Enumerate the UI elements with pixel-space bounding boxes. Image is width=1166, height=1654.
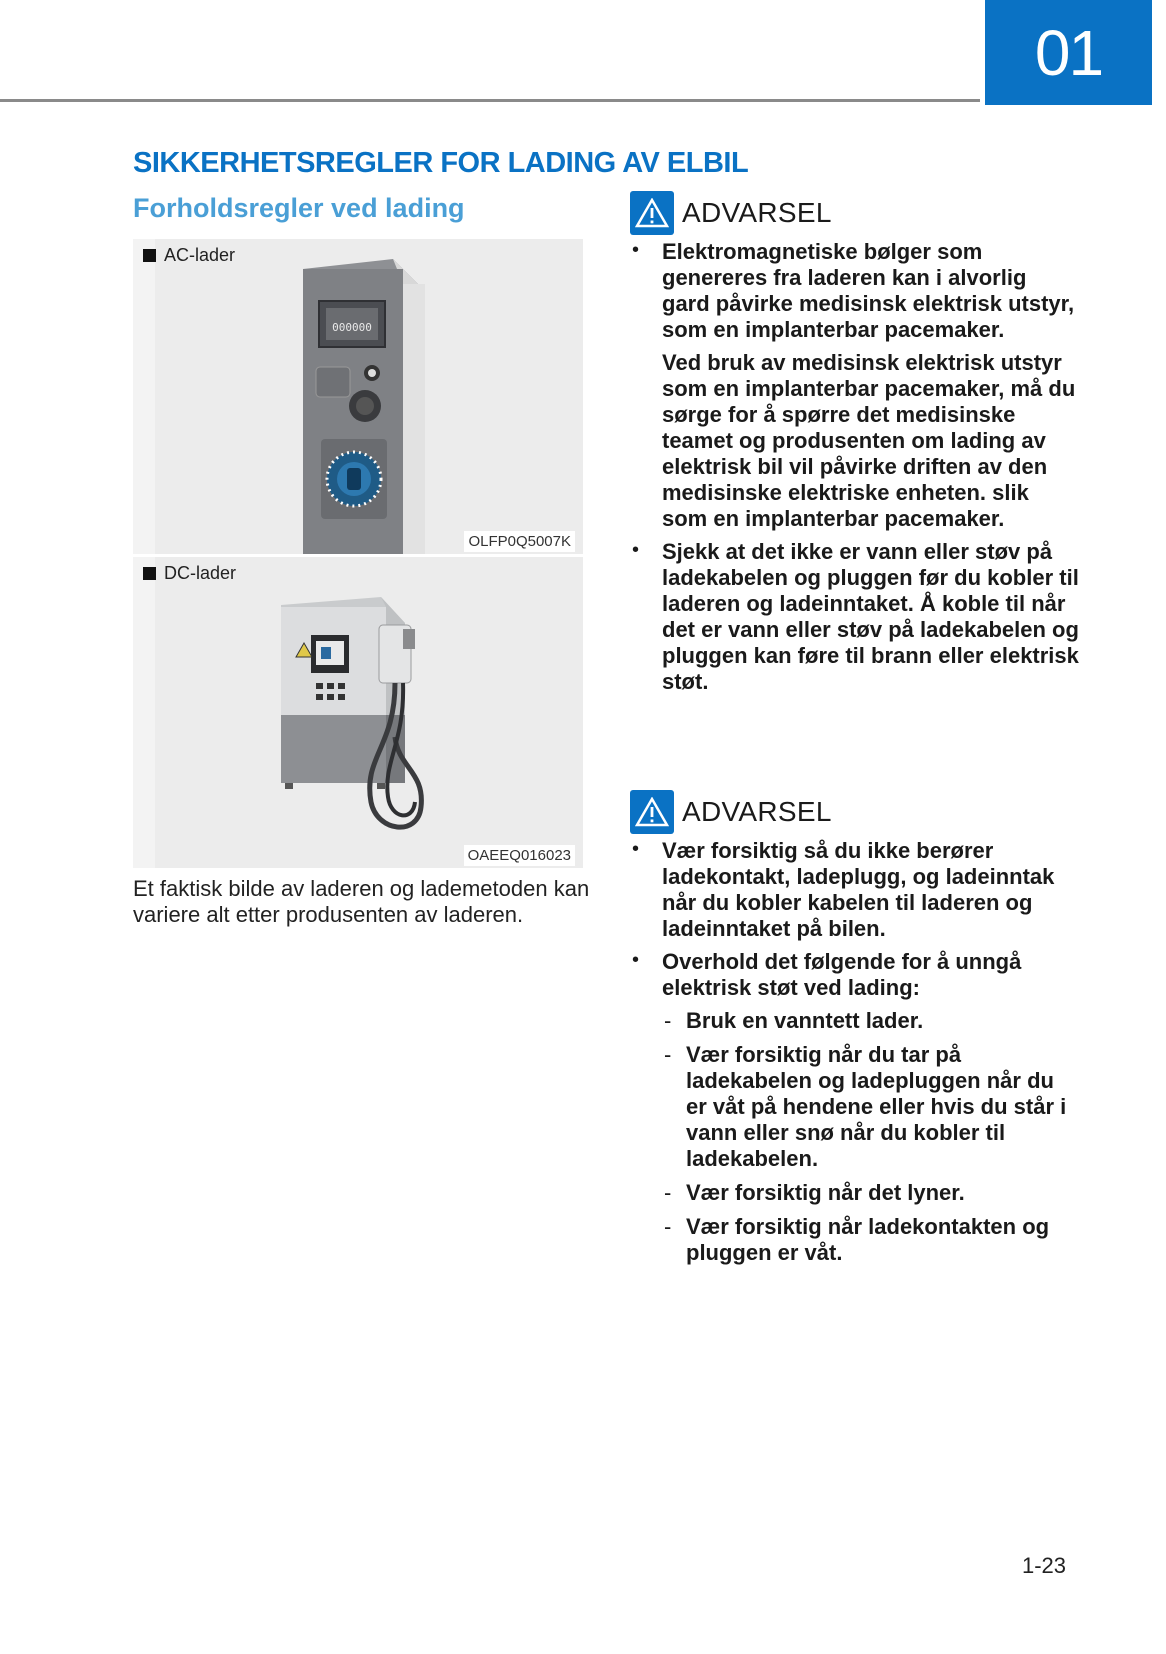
bullet-text: • Sjekk at det ikke er vann eller støv på ladekabelen og pluggen før du kobler til laderen og ladeinntaket. Å koble til når det er vann eller støv på ladekabelen og pluggen kan føre til brann eller elektrisk støt. xyxy=(662,539,1079,694)
dc-charger-figure xyxy=(133,557,583,868)
warning-triangle-icon xyxy=(630,790,674,834)
page-number: 1-23 xyxy=(1022,1553,1067,1578)
dc-charger-label-text: DC-lader xyxy=(164,563,237,583)
ac-figure-code: OLFP0Q5007K xyxy=(464,531,575,552)
meter-display-text: 000000 xyxy=(332,321,372,334)
header-rule xyxy=(0,99,980,102)
list-item xyxy=(630,539,1080,695)
warning-title: ADVARSEL xyxy=(682,197,832,228)
dash-item: - Vær forsiktig når ladekontakten og pluggen er våt. xyxy=(662,1214,1080,1266)
chapter-tab: 01 xyxy=(985,0,1152,105)
list-item xyxy=(630,949,1080,1266)
bullet-text: Ved bruk av medisinsk elektrisk utstyr som en implanterbar pacemaker, må du sørge for å spørre det medisinske teamet og produsenten om lading av elektrisk bil vil påvirke driften av den medisinske elektriske enheten. slik som en implanterbar pacemaker. xyxy=(662,350,1076,531)
dc-charger-image xyxy=(133,557,583,868)
label-square-icon xyxy=(143,567,156,580)
ac-charger-label xyxy=(143,245,235,266)
dash-item: - Vær forsiktig når du tar på ladekabelen og ladepluggen når du er våt på hendene eller hvis du står i vann eller snø når du kobler til ladekabelen. xyxy=(662,1042,1080,1172)
list-item xyxy=(630,838,1080,942)
ac-charger-figure xyxy=(133,239,583,554)
warning-2-list xyxy=(630,838,1080,1266)
bullet-text: • Vær forsiktig så du ikke berører ladekontakt, ladeplugg, og ladeinntak når du kobler kabelen til laderen og ladeinntaket på bilen. xyxy=(662,838,1055,941)
dc-figure-code: OAEEQ016023 xyxy=(464,845,575,866)
dc-charger-label xyxy=(143,563,236,584)
warning-title: ADVARSEL xyxy=(682,796,832,827)
subsection-title: Forholdsregler ved lading xyxy=(133,193,465,223)
warning-box-2 xyxy=(630,790,1080,1274)
warning-triangle-icon xyxy=(630,191,674,235)
figure-caption: Et faktisk bilde av laderen og lademetoden kan variere alt etter produsenten av laderen. xyxy=(133,876,590,927)
bullet-text: • Overhold det følgende for å unngå elektrisk støt ved lading: xyxy=(662,949,1022,1000)
list-item xyxy=(630,239,1080,532)
dash-item: - Bruk en vanntett lader. xyxy=(662,1008,1080,1034)
dash-list xyxy=(662,1008,1080,1266)
label-square-icon xyxy=(143,249,156,262)
bullet-text: • Elektromagnetiske bølger som genereres fra laderen kan i alvorlig gard påvirke medisinsk elektrisk utstyr, som en implanterbar pacemaker. xyxy=(662,239,1075,342)
warning-box-1 xyxy=(630,191,1080,702)
ac-charger-image xyxy=(133,239,583,554)
warning-header xyxy=(630,191,1080,235)
warning-header xyxy=(630,790,1080,834)
ac-charger-label-text: AC-lader xyxy=(164,245,236,265)
dash-item: - Vær forsiktig når det lyner. xyxy=(662,1180,1080,1206)
warning-1-list xyxy=(630,239,1080,695)
section-title: SIKKERHETSREGLER FOR LADING AV ELBIL xyxy=(133,147,749,179)
